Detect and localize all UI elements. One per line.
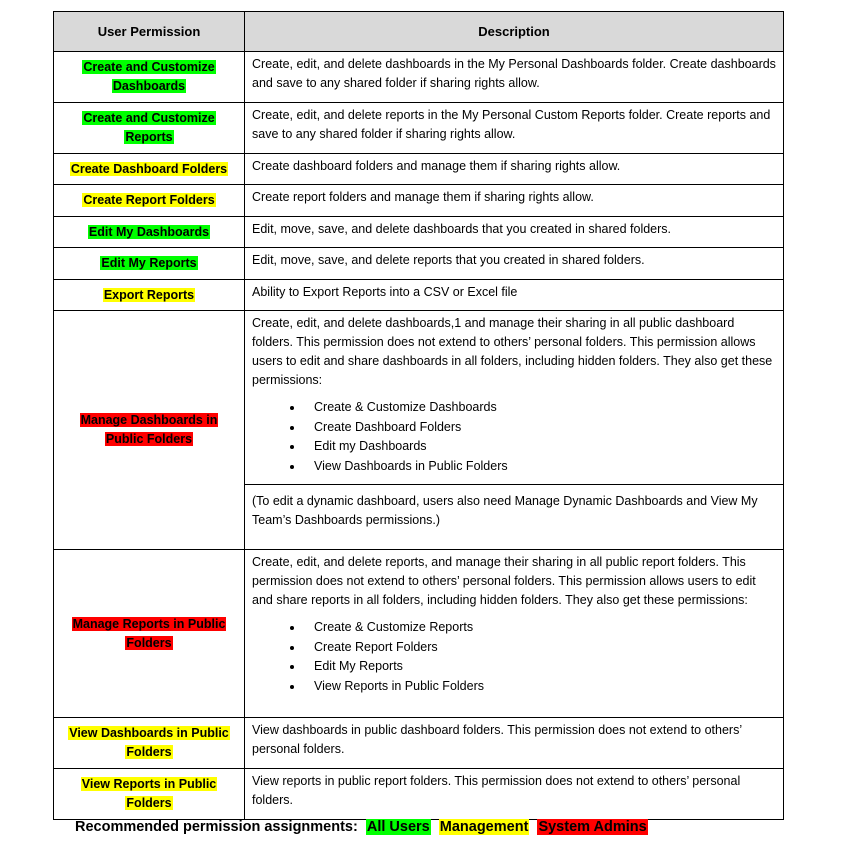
- description-cell: [245, 311, 784, 550]
- list-item: • Create Dashboard Folders: [304, 418, 777, 438]
- permission-cell: [54, 718, 245, 769]
- description-cell: Create dashboard folders and manage them if sharing rights allow.: [245, 154, 784, 185]
- table-row: [54, 217, 784, 248]
- permission-name: Create Report Folders: [83, 193, 215, 207]
- table-row: [54, 52, 784, 103]
- permission-name: Create Dashboard Folders: [70, 161, 228, 176]
- table-row: [54, 550, 784, 718]
- list-item: • Create & Customize Dashboards: [304, 398, 777, 418]
- description-cell: Edit, move, save, and delete dashboards that you created in shared folders.: [245, 217, 784, 248]
- list-item: • Edit my Dashboards: [304, 437, 777, 457]
- permission-name: Manage Dashboards in Public Folders: [80, 413, 218, 446]
- list-item: • Create Report Folders: [304, 638, 777, 658]
- permission-name: Export Reports: [103, 287, 195, 302]
- table-row: [54, 103, 784, 154]
- permission-cell: [54, 311, 245, 550]
- description-cell: [245, 550, 784, 718]
- permission-cell: [54, 280, 245, 311]
- permission-name: View Dashboards in Public Folders: [69, 726, 229, 759]
- permission-name: Edit My Dashboards: [88, 224, 210, 239]
- legend-label: Recommended permission assignments:: [75, 819, 358, 835]
- list-item: • View Dashboards in Public Folders: [304, 457, 777, 477]
- permission-cell: [54, 103, 245, 154]
- legend-all-users: All Users: [366, 819, 430, 835]
- description-cell: Create, edit, and delete reports in the My Personal Custom Reports folder. Create reports and save to any shared folder if sharing rights allow.: [245, 103, 784, 154]
- list-item: • Create & Customize Reports: [304, 618, 777, 638]
- description-cell: Ability to Export Reports into a CSV or Excel file: [245, 280, 784, 311]
- permission-cell: [54, 154, 245, 185]
- permission-cell: [54, 52, 245, 103]
- table-row: [54, 718, 784, 769]
- table-header-row: [54, 12, 784, 52]
- description-text: Create, edit, and delete reports, and manage their sharing in all public report folders. This permission does not extend to others’ personal folders. This permission allows users to edit and share reports in all folders, including hidden folders. They also get these permissions:: [252, 555, 756, 607]
- permission-legend: [75, 819, 652, 835]
- description-cell: View dashboards in public dashboard folders. This permission does not extend to others’ personal folders.: [245, 718, 784, 769]
- permission-name: Manage Reports in Public Folders: [72, 616, 226, 650]
- table-row: [54, 280, 784, 311]
- table-row: [54, 248, 784, 280]
- legend-management: Management: [439, 819, 529, 835]
- table-row: [54, 769, 784, 820]
- permission-name: Create and Customize Dashboards: [83, 60, 215, 93]
- legend-system-admins: System Admins: [538, 819, 647, 835]
- included-permissions-list: [252, 398, 777, 476]
- dynamic-dashboard-note: (To edit a dynamic dashboard, users also need Manage Dynamic Dashboards and View My Team’s Dashboards permissions.): [252, 494, 758, 527]
- description-cell: Create report folders and manage them if sharing rights allow.: [245, 185, 784, 217]
- permission-cell: [54, 769, 245, 820]
- permission-cell: [54, 217, 245, 248]
- permissions-table: [53, 11, 784, 820]
- permission-name: Edit My Reports: [101, 256, 197, 270]
- description-cell: Create, edit, and delete dashboards in the My Personal Dashboards folder. Create dashboards and save to any shared folder if sharing rights allow.: [245, 52, 784, 103]
- permission-name: View Reports in Public Folders: [81, 777, 217, 810]
- list-item: • View Reports in Public Folders: [304, 677, 777, 697]
- table-row: [54, 311, 784, 550]
- list-item: • Edit My Reports: [304, 657, 777, 677]
- header-user-permission: User Permission: [54, 12, 245, 52]
- description-text: Create, edit, and delete dashboards,1 and manage their sharing in all public dashboard folders. This permission does not extend to others’ personal folders. This permission allows users to edit and share dashboards in all folders, including hidden folders. They also get these permissions:: [252, 316, 773, 387]
- table-row: [54, 185, 784, 217]
- permission-cell: [54, 185, 245, 217]
- header-description: Description: [245, 12, 784, 52]
- included-permissions-list: [252, 618, 777, 696]
- permission-cell: [54, 550, 245, 718]
- description-cell: View reports in public report folders. This permission does not extend to others’ personal folders.: [245, 769, 784, 820]
- description-cell: Edit, move, save, and delete reports that you created in shared folders.: [245, 248, 784, 280]
- permission-cell: [54, 248, 245, 280]
- table-row: [54, 154, 784, 185]
- permission-name: Create and Customize Reports: [83, 111, 215, 144]
